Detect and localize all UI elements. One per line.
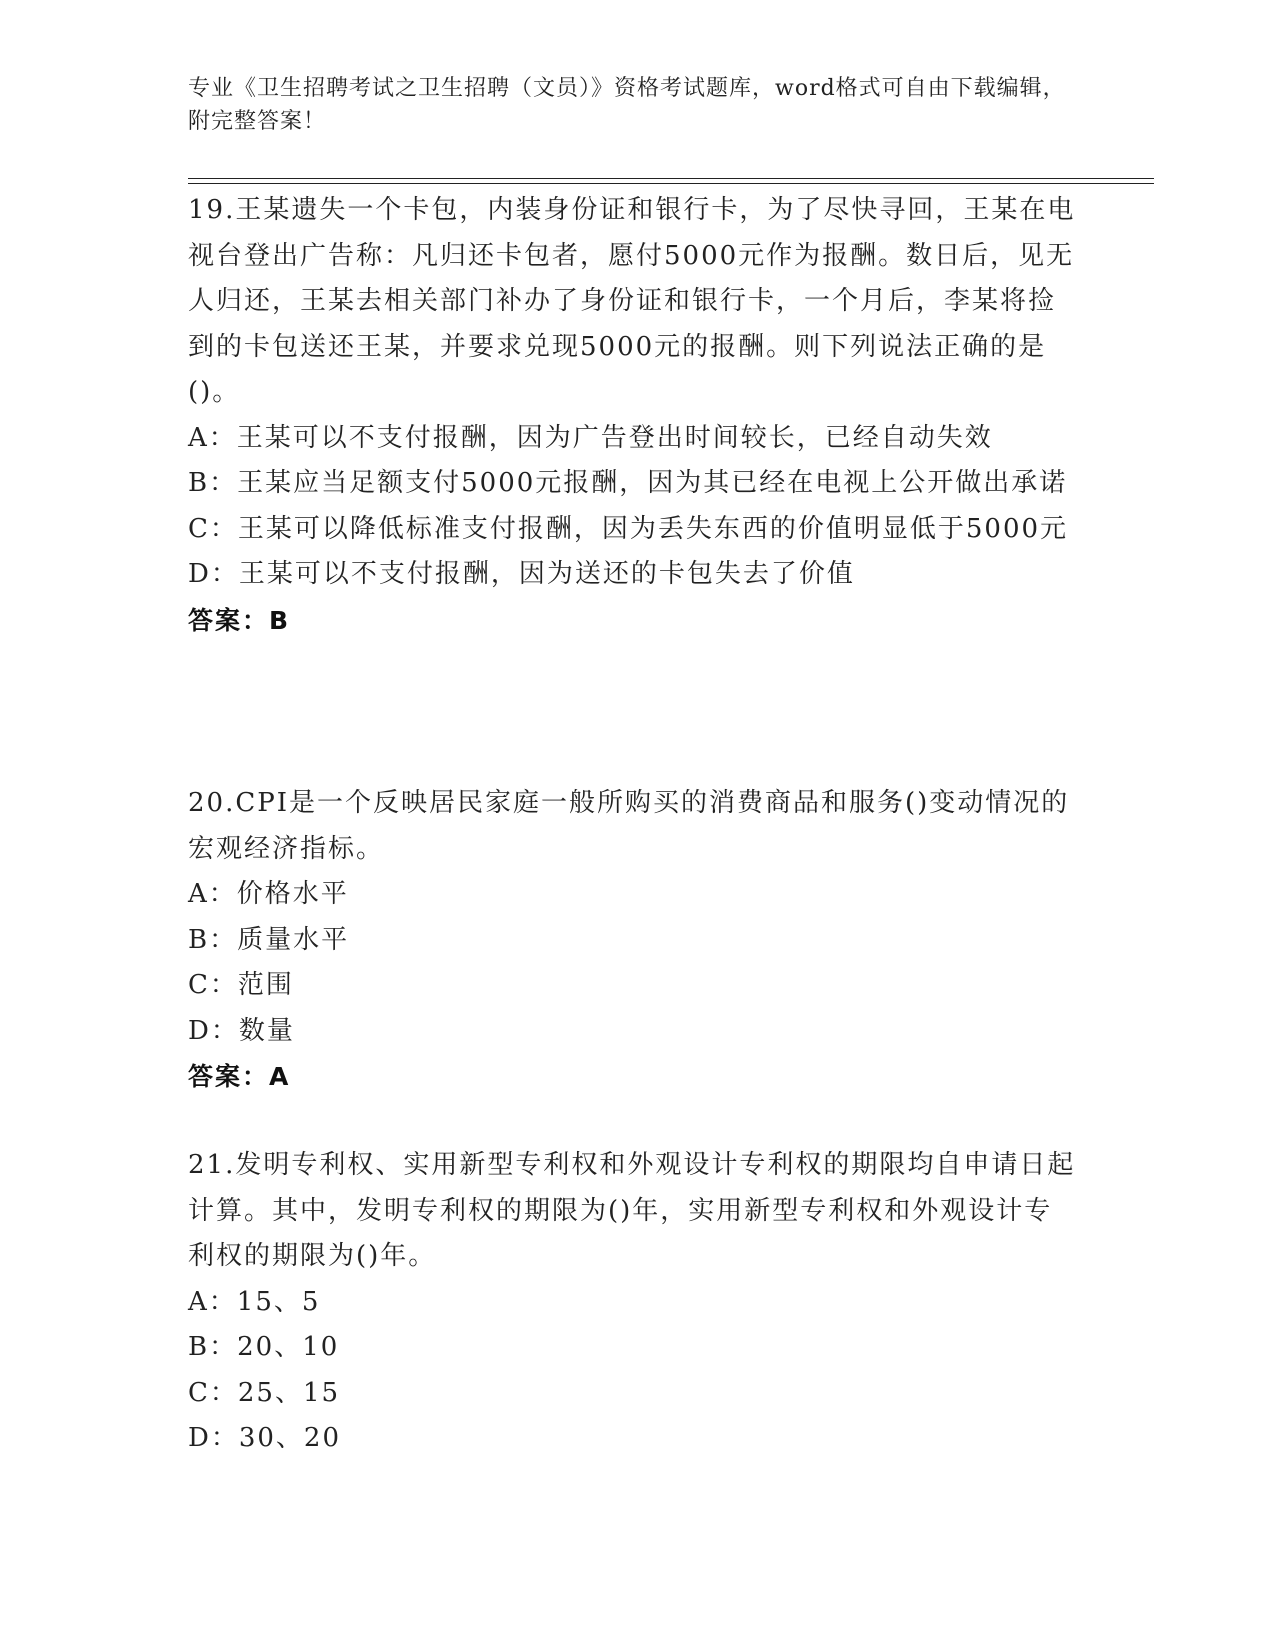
option-b: B：20、10 — [188, 1332, 340, 1362]
option-c: C：王某可以降低标准支付报酬，因为丢失东西的价值明显低于5000元 — [188, 513, 1069, 544]
option-b: B：质量水平 — [188, 924, 350, 955]
answer-line: 答案：B — [188, 605, 291, 635]
header-divider-top — [188, 178, 1154, 179]
option-a: A：王某可以不支付报酬，因为广告登出时间较长，已经自动失效 — [188, 422, 993, 453]
option-d: D：王某可以不支付报酬，因为送还的卡包失去了价值 — [188, 559, 855, 589]
option-b: B：王某应当足额支付5000元报酬，因为其已经在电视上公开做出承诺 — [188, 468, 1068, 498]
question-21 — [188, 1143, 1078, 1462]
option-c: C：25、15 — [188, 1377, 341, 1408]
option-a: A：价格水平 — [188, 879, 349, 909]
question-20 — [188, 781, 1078, 1100]
option-d: D：30、20 — [188, 1423, 342, 1453]
question-stem: 21.发明专利权、实用新型专利权和外观设计专利权的期限均自申请日起计算。其中，发明专利权的期限为()年，实用新型专利权和外观设计专利权的期限为()年。 — [188, 1150, 1076, 1271]
question-stem: 19.王某遗失一个卡包，内装身份证和银行卡，为了尽快寻回，王某在电视台登出广告称：凡归还卡包者，愿付5000元作为报酬。数日后，见无人归还，王某去相关部门补办了身份证和银行卡，一个月后，李某将捡到的卡包送还王某，并要求兑现5000元的报酬。则下列说法正确的是()。 — [188, 195, 1076, 407]
answer-line: 答案：A — [188, 1062, 291, 1091]
option-d: D：数量 — [188, 1015, 295, 1046]
question-19 — [188, 188, 1078, 643]
question-stem: 20.CPI是一个反映居民家庭一般所购买的消费商品和服务()变动情况的宏观经济指标。 — [188, 788, 1070, 864]
document-header: 专业《卫生招聘考试之卫生招聘（文员）》资格考试题库，word格式可自由下载编辑，附完整答案！ — [188, 76, 1066, 134]
header-divider-bottom — [188, 183, 1154, 184]
option-a: A：15、5 — [188, 1286, 321, 1317]
option-c: C：范围 — [188, 970, 294, 1000]
